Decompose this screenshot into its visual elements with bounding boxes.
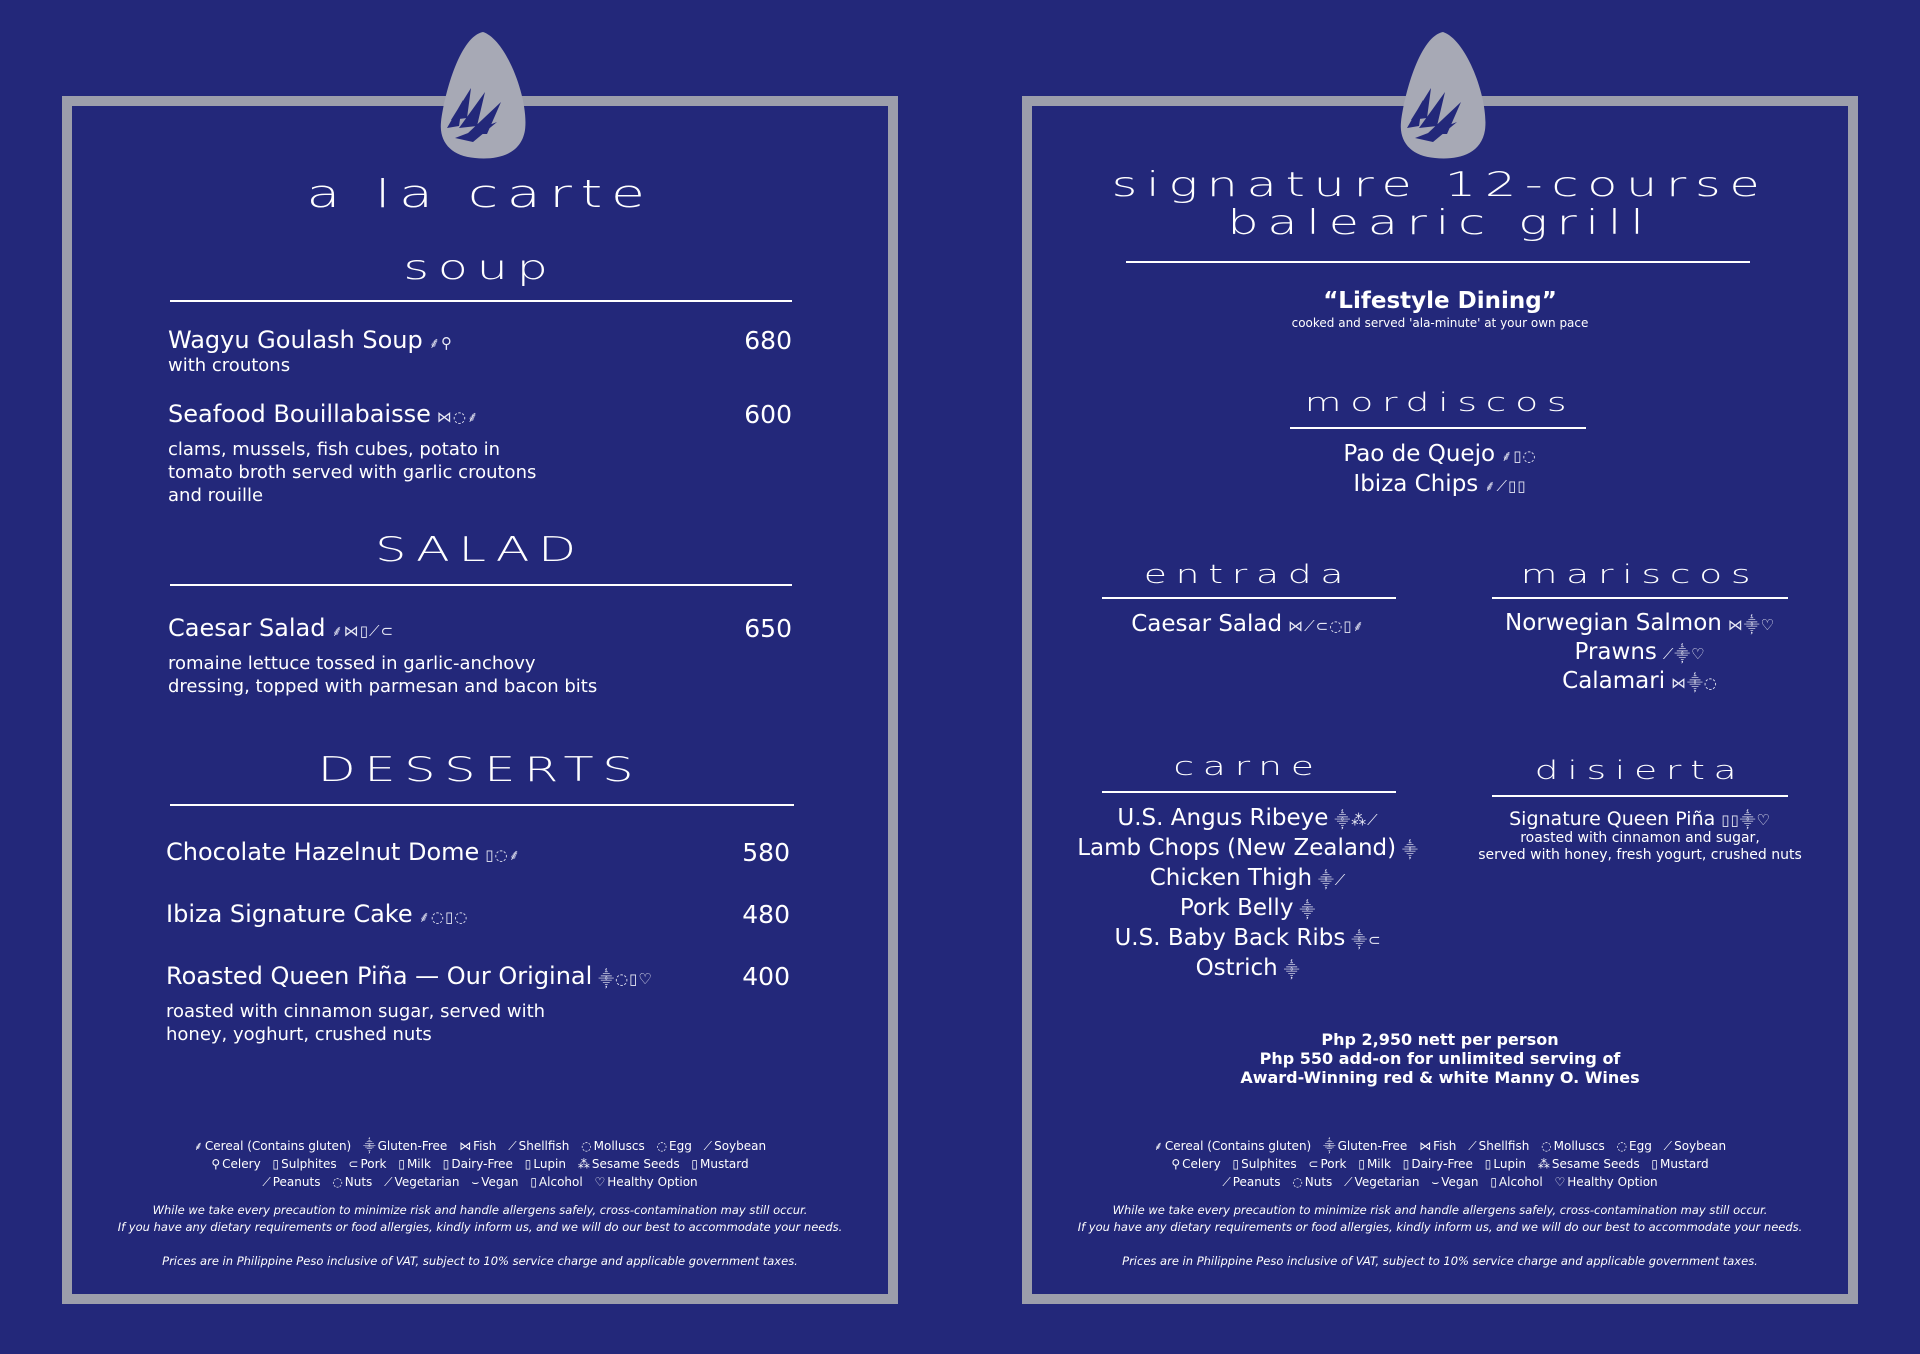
allergen-icons: ⟋⸎♡ xyxy=(1662,645,1706,663)
disclaimer-line: While we take every precaution to minimize risk and handle allergens safely, cross-contamination may still occur. xyxy=(1112,1203,1768,1217)
mustard-icon: ▯ xyxy=(691,1157,699,1171)
alcohol-icon: ▯ xyxy=(530,1175,537,1189)
item-name: Seafood Bouillabaisse xyxy=(168,400,431,428)
legend-label: Lupin xyxy=(1493,1157,1526,1171)
item-name: Wagyu Goulash Soup xyxy=(168,326,423,354)
legend-item xyxy=(595,1175,698,1189)
item-name: Norwegian Salmon xyxy=(1505,610,1722,636)
allergen-icons: ⋈◌⸙ xyxy=(436,408,480,426)
nuts-icon: ◌ xyxy=(332,1175,343,1189)
sesame-icon: ⁂ xyxy=(577,1157,590,1171)
price-note xyxy=(100,1253,860,1270)
gluten-free-icon: ⸎ xyxy=(1323,1139,1336,1153)
celery-icon: ⚲ xyxy=(211,1157,221,1171)
egg-icon: ◌ xyxy=(656,1139,668,1153)
legend-item xyxy=(398,1157,431,1171)
list-item xyxy=(1470,668,1810,697)
item-price: 480 xyxy=(742,900,790,929)
tagline-block xyxy=(1022,288,1858,330)
pork-icon: ⊂ xyxy=(348,1157,359,1171)
legend-label: Alcohol xyxy=(538,1175,583,1189)
list-item xyxy=(1060,894,1436,924)
soybean-icon: ⟋ xyxy=(703,1139,713,1153)
legend-item xyxy=(273,1157,337,1171)
legend-row xyxy=(100,1155,860,1173)
legend-item xyxy=(1308,1157,1346,1171)
item-name: U.S. Baby Back Ribs xyxy=(1114,925,1346,951)
pork-icon: ⊂ xyxy=(1308,1157,1319,1171)
allergen-icons: ⸙◌▯◌ xyxy=(418,908,469,926)
legend-item xyxy=(443,1157,513,1171)
course-list-entrada xyxy=(1090,610,1406,640)
legend-item xyxy=(332,1175,372,1189)
item-name: Calamari xyxy=(1562,668,1666,694)
item-name: Caesar Salad xyxy=(168,614,326,642)
milk-icon: ▯ xyxy=(1358,1157,1365,1171)
page-title xyxy=(1022,166,1858,242)
list-item xyxy=(1288,440,1592,470)
page-title-text: a la carte xyxy=(306,172,654,216)
legend-item xyxy=(1233,1157,1297,1171)
allergen-icons: ⸎ xyxy=(1283,961,1301,979)
list-item xyxy=(1288,470,1592,500)
legend-item xyxy=(525,1157,566,1171)
legend-item xyxy=(348,1157,386,1171)
legend-label: Dairy-Free xyxy=(451,1157,513,1171)
legend-label: Molluscs xyxy=(593,1139,645,1153)
item-name: Lamb Chops (New Zealand) xyxy=(1077,835,1397,861)
section-title: entrada xyxy=(1143,560,1353,590)
legend-label: Sulphites xyxy=(281,1157,337,1171)
legend-label: Milk xyxy=(406,1157,431,1171)
allergen-legend xyxy=(1060,1137,1820,1191)
section-title: SALAD xyxy=(375,530,585,570)
legend-label: Shellfish xyxy=(1478,1139,1530,1153)
section-heading-carne xyxy=(1100,752,1396,782)
section-divider xyxy=(1492,597,1788,599)
legend-label: Celery xyxy=(222,1157,261,1171)
leaf-crest-icon xyxy=(1397,30,1489,160)
item-name: Chicken Thigh xyxy=(1149,865,1313,891)
sulphites-icon: ▯ xyxy=(272,1157,280,1171)
page-title-line: balearic grill xyxy=(1227,203,1653,243)
vegetarian-icon: ⟋ xyxy=(1344,1175,1353,1189)
menu-page-signature-grill xyxy=(1022,96,1858,1304)
pricing-line: Php 550 add-on for unlimited serving of xyxy=(1259,1049,1621,1068)
allergen-icons: ⋈⸎♡ xyxy=(1727,616,1775,634)
legend-label: Nuts xyxy=(1304,1175,1333,1189)
legend-label: Molluscs xyxy=(1553,1139,1605,1153)
vegan-icon: ⌣ xyxy=(471,1175,480,1189)
list-item xyxy=(1470,610,1810,639)
pricing-line: Php 2,950 nett per person xyxy=(1321,1030,1559,1049)
course-list-mordiscos xyxy=(1288,440,1592,500)
nuts-icon: ◌ xyxy=(1292,1175,1303,1189)
item-description: roasted with cinnamon and sugar, xyxy=(1520,830,1760,846)
legend-label: Fish xyxy=(473,1139,497,1153)
section-title: mariscos xyxy=(1520,560,1760,590)
legend-item xyxy=(578,1157,680,1171)
legend-label: Healthy Option xyxy=(607,1175,698,1189)
allergen-icons: ⸙▯◌ xyxy=(1501,447,1537,465)
cereal-icon: ⸙ xyxy=(193,1139,203,1153)
item-description: clams, mussels, fish cubes, potato in tomato broth served with garlic croutons and rouille xyxy=(168,439,537,506)
menu-item xyxy=(166,962,796,1046)
title-divider xyxy=(1126,261,1750,263)
legend-item xyxy=(1419,1139,1456,1153)
allergen-disclaimer xyxy=(1060,1202,1820,1236)
tagline: “Lifestyle Dining” xyxy=(1323,288,1557,314)
legend-item xyxy=(459,1139,496,1153)
legend-label: Cereal (Contains gluten) xyxy=(204,1139,352,1153)
list-item xyxy=(1060,804,1436,834)
legend-item xyxy=(1154,1139,1311,1153)
legend-item xyxy=(384,1175,459,1189)
legend-label: Healthy Option xyxy=(1567,1175,1658,1189)
legend-label: Peanuts xyxy=(1232,1175,1281,1189)
course-list-disierta xyxy=(1462,808,1818,864)
subtagline: cooked and served 'ala-minute' at your own pace xyxy=(1291,316,1589,330)
legend-label: Vegan xyxy=(481,1175,519,1189)
item-description: served with honey, fresh yogurt, crushed nuts xyxy=(1478,847,1802,863)
milk-icon: ▯ xyxy=(398,1157,405,1171)
legend-label: Sesame Seeds xyxy=(591,1157,680,1171)
legend-item xyxy=(1617,1139,1652,1153)
legend-item xyxy=(1468,1139,1529,1153)
item-name: Roasted Queen Piña — Our Original xyxy=(166,962,593,990)
legend-label: Sulphites xyxy=(1241,1157,1297,1171)
legend-label: Soybean xyxy=(1674,1139,1727,1153)
shellfish-icon: ⟋ xyxy=(508,1139,517,1153)
legend-item xyxy=(704,1139,766,1153)
section-heading-entrada xyxy=(1100,560,1396,590)
legend-label: Vegan xyxy=(1441,1175,1479,1189)
section-divider xyxy=(170,804,794,806)
section-divider xyxy=(170,584,792,586)
legend-row xyxy=(1060,1155,1820,1173)
menu-item xyxy=(168,326,798,377)
allergen-icons: ⸙⟋▯▯ xyxy=(1484,477,1527,495)
pricing-line: Award-Winning red & white Manny O. Wines xyxy=(1240,1068,1640,1087)
molluscs-icon: ◌ xyxy=(581,1139,592,1153)
list-item xyxy=(1090,610,1406,640)
page-title xyxy=(62,172,898,216)
legend-item xyxy=(1664,1139,1726,1153)
legend-label: Dairy-Free xyxy=(1411,1157,1473,1171)
legend-item xyxy=(581,1139,645,1153)
list-item xyxy=(1060,864,1436,894)
section-divider xyxy=(1492,795,1788,797)
allergen-icons: ▯◌⸙ xyxy=(485,846,521,864)
legend-label: Cereal (Contains gluten) xyxy=(1164,1139,1312,1153)
egg-icon: ◌ xyxy=(1616,1139,1628,1153)
fish-icon: ⋈ xyxy=(1419,1139,1432,1153)
vegan-icon: ⌣ xyxy=(1431,1175,1440,1189)
legend-item xyxy=(508,1139,569,1153)
item-name: Ostrich xyxy=(1195,955,1278,981)
item-description: romaine lettuce tossed in garlic-anchovy dressing, topped with parmesan and bacon bits xyxy=(168,653,598,697)
allergen-icons: ⸎◌▯♡ xyxy=(598,970,653,988)
item-price: 580 xyxy=(742,838,790,867)
cereal-icon: ⸙ xyxy=(1153,1139,1163,1153)
legend-label: Fish xyxy=(1433,1139,1457,1153)
alcohol-icon: ▯ xyxy=(1490,1175,1497,1189)
legend-label: Milk xyxy=(1366,1157,1391,1171)
legend-label: Vegetarian xyxy=(1354,1175,1420,1189)
price-note xyxy=(1060,1253,1820,1270)
legend-label: Mustard xyxy=(700,1157,749,1171)
legend-item xyxy=(1171,1157,1220,1171)
section-divider xyxy=(1102,791,1396,793)
allergen-disclaimer xyxy=(100,1202,860,1236)
legend-item xyxy=(1344,1175,1419,1189)
menu-item xyxy=(168,400,798,507)
vegetarian-icon: ⟋ xyxy=(384,1175,393,1189)
peanuts-icon: ⟋ xyxy=(1222,1175,1231,1189)
item-description: with croutons xyxy=(168,355,291,376)
celery-icon: ⚲ xyxy=(1171,1157,1181,1171)
soybean-icon: ⟋ xyxy=(1663,1139,1673,1153)
item-name: Prawns xyxy=(1574,639,1657,665)
lupin-icon: ▯ xyxy=(1484,1157,1492,1171)
list-item xyxy=(1060,954,1436,984)
item-name: Ibiza Signature Cake xyxy=(166,900,413,928)
allergen-icons: ⸎ xyxy=(1299,901,1317,919)
sulphites-icon: ▯ xyxy=(1232,1157,1240,1171)
legend-label: Egg xyxy=(1629,1139,1652,1153)
allergen-icons: ⸙⋈▯⟋⊂ xyxy=(331,622,395,640)
item-name: Chocolate Hazelnut Dome xyxy=(166,838,480,866)
molluscs-icon: ◌ xyxy=(1541,1139,1552,1153)
legend-item xyxy=(1485,1157,1526,1171)
legend-label: Soybean xyxy=(714,1139,767,1153)
lupin-icon: ▯ xyxy=(524,1157,532,1171)
allergen-icons: ⸙⚲ xyxy=(428,334,454,352)
allergen-icons: ▯▯⸎♡ xyxy=(1721,811,1771,829)
item-name: Caesar Salad xyxy=(1131,611,1283,637)
item-name: Pork Belly xyxy=(1179,895,1294,921)
course-list-carne xyxy=(1060,804,1436,984)
section-divider xyxy=(1290,427,1586,429)
set-menu-pricing xyxy=(1022,1030,1858,1087)
legend-label: Alcohol xyxy=(1498,1175,1543,1189)
legend-item xyxy=(194,1139,351,1153)
allergen-legend xyxy=(100,1137,860,1191)
allergen-icons: ⸎⁂⟋ xyxy=(1334,811,1379,829)
heart-icon: ♡ xyxy=(1554,1175,1566,1189)
section-heading-mariscos xyxy=(1492,560,1788,590)
item-price: 680 xyxy=(744,326,792,355)
legend-item xyxy=(657,1139,692,1153)
section-heading-desserts xyxy=(62,750,898,790)
legend-item xyxy=(1403,1157,1473,1171)
fish-icon: ⋈ xyxy=(459,1139,472,1153)
disclaimer-line: While we take every precaution to minimize risk and handle allergens safely, cross-contamination may still occur. xyxy=(152,1203,808,1217)
legend-label: Lupin xyxy=(533,1157,566,1171)
legend-label: Celery xyxy=(1182,1157,1221,1171)
legend-label: Mustard xyxy=(1660,1157,1709,1171)
list-item xyxy=(1470,639,1810,668)
section-title: disierta xyxy=(1534,756,1746,786)
legend-item xyxy=(1222,1175,1280,1189)
section-title: mordiscos xyxy=(1304,388,1576,418)
legend-label: Shellfish xyxy=(518,1139,570,1153)
shellfish-icon: ⟋ xyxy=(1468,1139,1477,1153)
legend-item xyxy=(1358,1157,1391,1171)
legend-item xyxy=(691,1157,748,1171)
dairy-free-icon: ▯ xyxy=(442,1157,450,1171)
legend-item xyxy=(1555,1175,1658,1189)
page-title-line: signature 12-course xyxy=(1111,165,1769,205)
legend-label: Gluten-Free xyxy=(1337,1139,1408,1153)
mustard-icon: ▯ xyxy=(1651,1157,1659,1171)
legend-item xyxy=(1431,1175,1478,1189)
section-heading-mordiscos xyxy=(1288,388,1592,418)
legend-label: Nuts xyxy=(344,1175,373,1189)
menu-item xyxy=(166,900,796,928)
legend-item xyxy=(1651,1157,1708,1171)
legend-item xyxy=(471,1175,518,1189)
legend-label: Pork xyxy=(360,1157,387,1171)
disclaimer-line: If you have any dietary requirements or food allergies, kindly inform us, and we will do our best to accommodate your needs. xyxy=(1077,1220,1803,1234)
price-note-text: Prices are in Philippine Peso inclusive of VAT, subject to 10% service charge and applicable government taxes. xyxy=(1122,1254,1758,1268)
allergen-icons: ⸎⊂ xyxy=(1351,931,1382,949)
legend-item xyxy=(1323,1139,1407,1153)
legend-row xyxy=(100,1173,860,1191)
peanuts-icon: ⟋ xyxy=(262,1175,271,1189)
section-title: DESSERTS xyxy=(317,750,643,790)
item-name: U.S. Angus Ribeye xyxy=(1117,805,1329,831)
item-price: 600 xyxy=(744,400,792,429)
disclaimer-line: If you have any dietary requirements or food allergies, kindly inform us, and we will do our best to accommodate your needs. xyxy=(117,1220,843,1234)
legend-label: Egg xyxy=(669,1139,692,1153)
allergen-icons: ⸎ xyxy=(1402,841,1419,859)
allergen-icons: ⸎⟋ xyxy=(1318,871,1347,889)
price-note-text: Prices are in Philippine Peso inclusive of VAT, subject to 10% service charge and applicable government taxes. xyxy=(162,1254,798,1268)
legend-row xyxy=(1060,1137,1820,1155)
legend-row xyxy=(100,1137,860,1155)
legend-item xyxy=(530,1175,582,1189)
legend-item xyxy=(1538,1157,1640,1171)
legend-item xyxy=(1541,1139,1605,1153)
section-title: carne xyxy=(1173,752,1323,782)
dairy-free-icon: ▯ xyxy=(1402,1157,1410,1171)
section-heading-soup xyxy=(62,248,898,288)
legend-item xyxy=(211,1157,260,1171)
legend-label: Peanuts xyxy=(272,1175,321,1189)
list-item xyxy=(1060,834,1436,864)
legend-label: Gluten-Free xyxy=(377,1139,448,1153)
list-item xyxy=(1060,924,1436,954)
legend-item xyxy=(1292,1175,1332,1189)
section-divider xyxy=(170,300,792,302)
sesame-icon: ⁂ xyxy=(1537,1157,1550,1171)
legend-item xyxy=(1490,1175,1542,1189)
legend-label: Vegetarian xyxy=(394,1175,460,1189)
legend-item xyxy=(262,1175,320,1189)
item-name: Ibiza Chips xyxy=(1353,471,1479,497)
item-price: 400 xyxy=(742,962,790,991)
item-description: roasted with cinnamon sugar, served with honey, yoghurt, crushed nuts xyxy=(166,1001,546,1045)
section-heading-disierta xyxy=(1492,756,1788,786)
menu-item xyxy=(168,614,798,698)
allergen-icons: ⋈⸎◌ xyxy=(1671,674,1718,692)
legend-item xyxy=(363,1139,447,1153)
section-title: soup xyxy=(403,248,557,288)
allergen-icons: ⋈⟋⊂◌▯⸙ xyxy=(1288,617,1365,635)
legend-label: Pork xyxy=(1320,1157,1347,1171)
leaf-crest-icon xyxy=(437,30,529,160)
section-heading-salad xyxy=(62,530,898,570)
menu-item xyxy=(166,838,796,866)
item-name: Pao de Quejo xyxy=(1343,441,1496,467)
item-name: Signature Queen Piña xyxy=(1509,808,1716,830)
legend-row xyxy=(1060,1173,1820,1191)
list-item xyxy=(1462,808,1818,830)
section-divider xyxy=(1102,597,1396,599)
gluten-free-icon: ⸎ xyxy=(363,1139,376,1153)
course-list-mariscos xyxy=(1470,610,1810,697)
legend-label: Sesame Seeds xyxy=(1551,1157,1640,1171)
item-price: 650 xyxy=(744,614,792,643)
heart-icon: ♡ xyxy=(594,1175,606,1189)
